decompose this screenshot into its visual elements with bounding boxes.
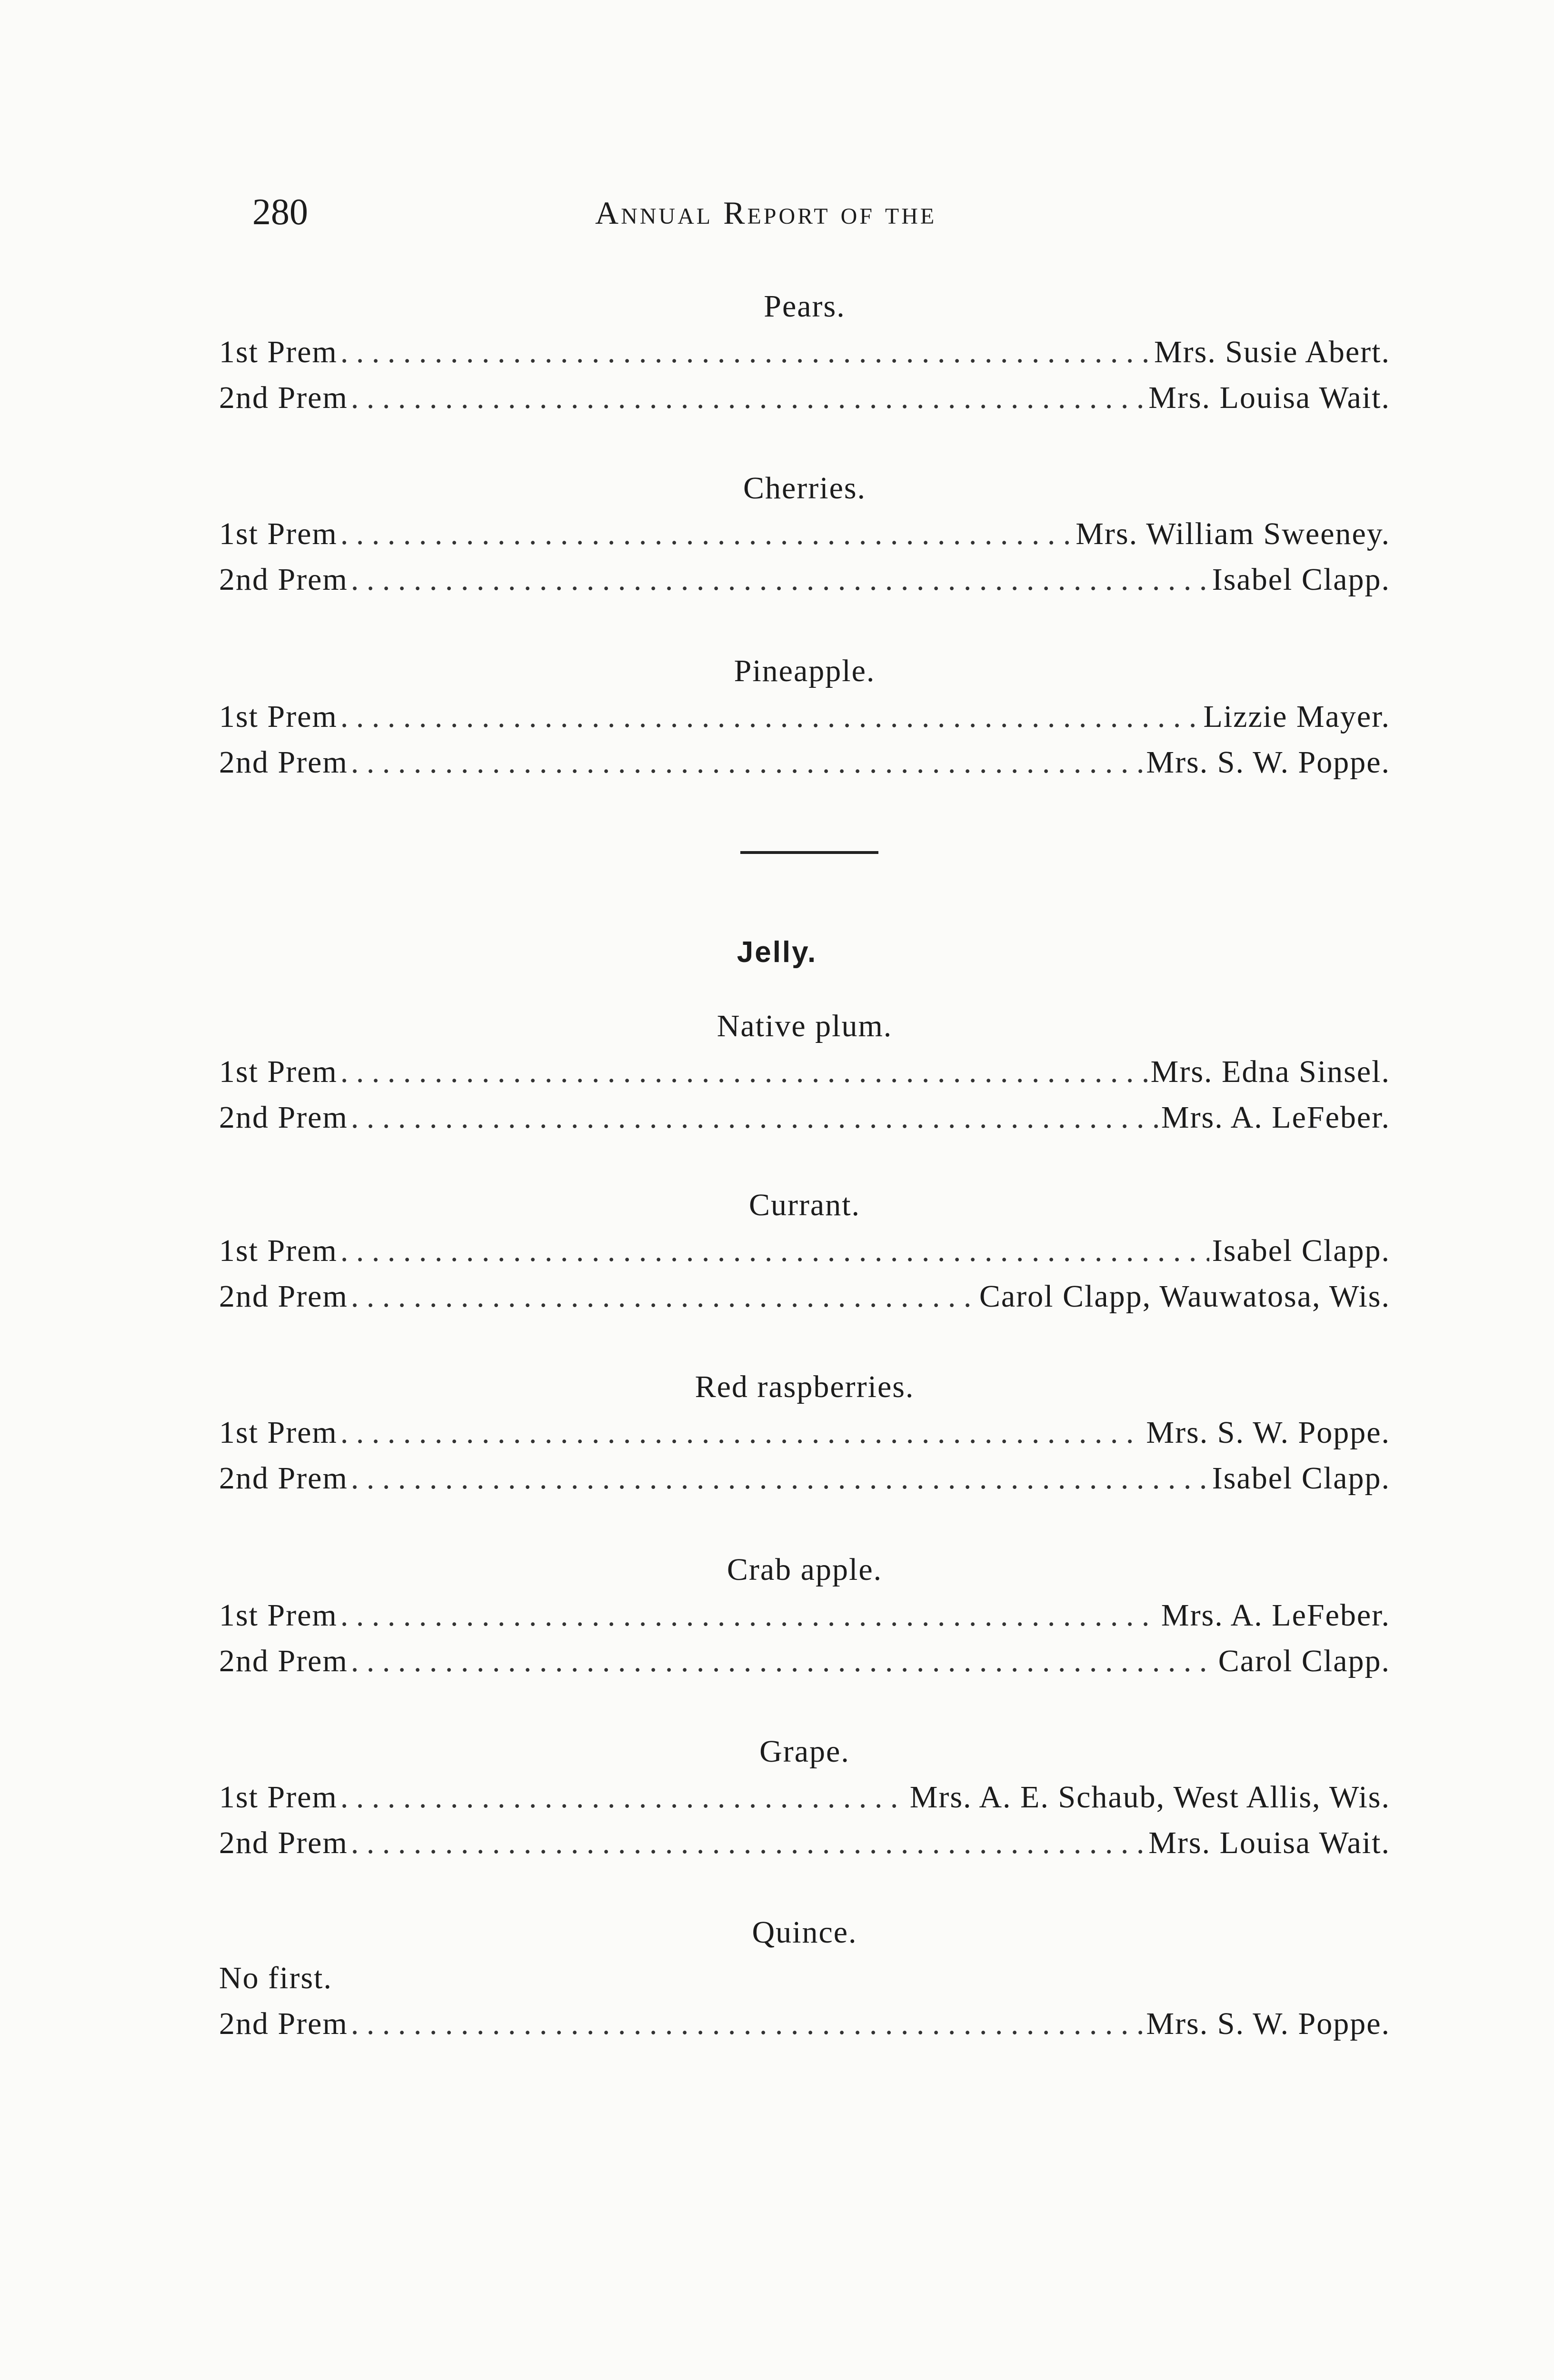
- prize-label: 2nd Prem: [219, 1279, 348, 1314]
- award-section-cherries: [219, 466, 1390, 603]
- section-title: Pineapple.: [734, 654, 876, 688]
- winner-name: Mrs. S. W. Poppe.: [1146, 2006, 1390, 2041]
- prize-label: 2nd Prem: [219, 380, 348, 415]
- no-first-note: No first.: [219, 1961, 332, 1995]
- dot-leader: [340, 1049, 1148, 1095]
- second-premium-row: [219, 1638, 1390, 1684]
- winner-name: Mrs. Louisa Wait.: [1148, 380, 1390, 415]
- group-heading-jelly: Jelly.: [737, 936, 817, 969]
- second-premium-row: [219, 375, 1390, 421]
- second-premium-row: [219, 1456, 1390, 1501]
- prize-label: 2nd Prem: [219, 745, 348, 780]
- first-premium-row: [219, 1593, 1390, 1638]
- prize-label: 1st Prem: [219, 1415, 338, 1450]
- running-title: Annual Report of the: [595, 195, 937, 231]
- dot-leader: [340, 1775, 907, 1820]
- prize-label: 1st Prem: [219, 516, 338, 551]
- section-title: Red raspberries.: [695, 1369, 915, 1404]
- second-premium-row: [219, 1095, 1390, 1140]
- dot-leader: [340, 1228, 1209, 1274]
- winner-name: Carol Clapp, Wauwatosa, Wis.: [979, 1279, 1390, 1314]
- winner-name: Mrs. A. E. Schaub, West Allis, Wis.: [909, 1780, 1390, 1815]
- section-title: Quince.: [752, 1915, 857, 1950]
- page-header: [0, 190, 1554, 243]
- prize-label: 1st Prem: [219, 1598, 338, 1633]
- dot-leader: [340, 1593, 1158, 1638]
- dot-leader: [351, 740, 1144, 785]
- second-premium-row: [219, 740, 1390, 785]
- winner-name: Mrs. A. LeFeber.: [1161, 1598, 1390, 1633]
- prize-label: 2nd Prem: [219, 1644, 348, 1678]
- first-premium-row: [219, 511, 1390, 557]
- section-title: Native plum.: [717, 1009, 893, 1043]
- section-title: Grape.: [759, 1734, 850, 1769]
- first-premium-row: [219, 1410, 1390, 1456]
- award-section-red-raspberries: [219, 1364, 1390, 1501]
- award-section-currant: [219, 1182, 1390, 1319]
- first-premium-row: [219, 1049, 1390, 1095]
- winner-name: Mrs. Louisa Wait.: [1148, 1825, 1390, 1860]
- dot-leader: [340, 1410, 1144, 1456]
- second-premium-row: [219, 2001, 1390, 2047]
- prize-label: 2nd Prem: [219, 1461, 348, 1496]
- award-section-quince: [219, 1910, 1390, 2047]
- second-premium-row: [219, 557, 1390, 603]
- winner-name: Isabel Clapp.: [1212, 562, 1390, 597]
- dot-leader: [351, 1456, 1209, 1501]
- section-divider: [740, 851, 878, 854]
- dot-leader: [351, 375, 1146, 421]
- winner-name: Mrs. William Sweeney.: [1076, 516, 1390, 551]
- section-title: Crab apple.: [727, 1552, 883, 1587]
- page-number: 280: [252, 191, 308, 232]
- first-premium-row: [219, 694, 1390, 740]
- winner-name: Carol Clapp.: [1218, 1644, 1390, 1678]
- award-section-crab-apple: [219, 1547, 1390, 1684]
- dot-leader: [340, 694, 1201, 740]
- first-premium-row: [219, 1775, 1390, 1820]
- award-section-grape: [219, 1729, 1390, 1866]
- award-section-native-plum: [219, 1003, 1390, 1140]
- dot-leader: [351, 2001, 1144, 2047]
- dot-leader: [351, 1095, 1158, 1140]
- prize-label: 1st Prem: [219, 699, 338, 734]
- winner-name: Mrs. Edna Sinsel.: [1150, 1054, 1390, 1089]
- first-premium-row: [219, 1228, 1390, 1274]
- dot-leader: [351, 1638, 1215, 1684]
- prize-label: 1st Prem: [219, 1780, 338, 1815]
- prize-label: 1st Prem: [219, 335, 338, 369]
- prize-label: 2nd Prem: [219, 1100, 348, 1135]
- prize-label: 2nd Prem: [219, 1825, 348, 1860]
- section-title: Cherries.: [743, 471, 867, 506]
- winner-name: Mrs. Susie Abert.: [1154, 335, 1390, 369]
- winner-name: Isabel Clapp.: [1212, 1233, 1390, 1268]
- dot-leader: [351, 1274, 976, 1319]
- first-premium-row: [219, 329, 1390, 375]
- award-section-pears: [219, 284, 1390, 421]
- section-title: Pears.: [764, 289, 846, 324]
- dot-leader: [351, 557, 1209, 603]
- prize-label: 2nd Prem: [219, 562, 348, 597]
- winner-name: Mrs. S. W. Poppe.: [1146, 745, 1390, 780]
- prize-label: 2nd Prem: [219, 2006, 348, 2041]
- dot-leader: [340, 329, 1151, 375]
- second-premium-row: [219, 1274, 1390, 1319]
- award-section-pineapple: [219, 648, 1390, 785]
- dot-leader: [351, 1820, 1146, 1866]
- prize-label: 1st Prem: [219, 1233, 338, 1268]
- winner-name: Mrs. S. W. Poppe.: [1146, 1415, 1390, 1450]
- prize-label: 1st Prem: [219, 1054, 338, 1089]
- winner-name: Mrs. A. LeFeber.: [1161, 1100, 1390, 1135]
- dot-leader: [340, 511, 1073, 557]
- winner-name: Lizzie Mayer.: [1203, 699, 1390, 734]
- section-title: Currant.: [748, 1188, 861, 1222]
- winner-name: Isabel Clapp.: [1212, 1461, 1390, 1496]
- second-premium-row: [219, 1820, 1390, 1866]
